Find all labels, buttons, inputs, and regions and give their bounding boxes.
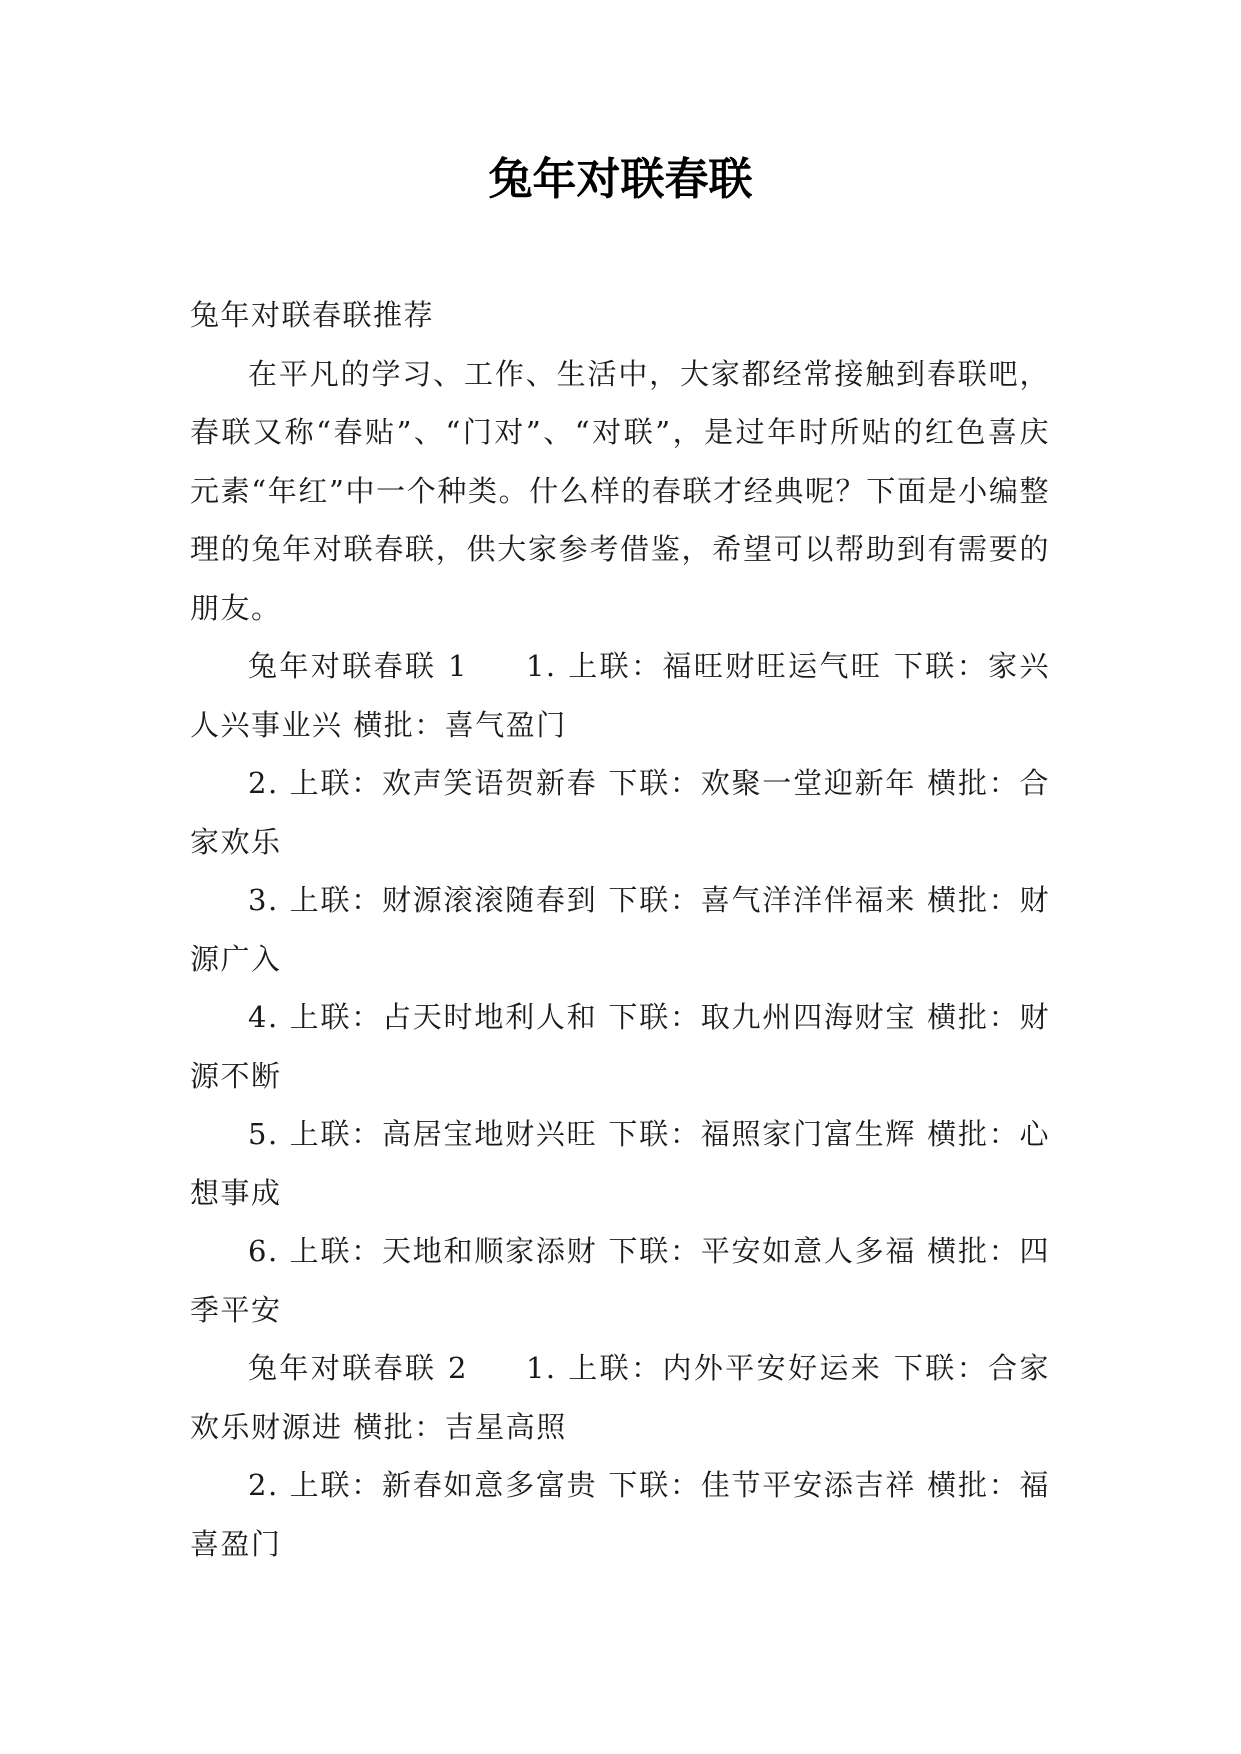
section-2-first-paragraph: [190, 1339, 1050, 1456]
couplet-item: 2. 上联：新春如意多富贵 下联：佳节平安添吉祥 横批：福喜盈门: [190, 1468, 1050, 1561]
couplet-item: 1. 上联：福旺财旺运气旺 下联：家兴人兴事业兴 横批：喜气盈门: [190, 649, 1051, 742]
couplet-item: 3. 上联：财源滚滚随春到 下联：喜气洋洋伴福来 横批：财源广入: [190, 883, 1050, 976]
couplet-item: 2. 上联：欢声笑语贺新春 下联：欢聚一堂迎新年 横批：合家欢乐: [190, 766, 1050, 859]
couplet-item: 5. 上联：高居宝地财兴旺 下联：福照家门富生辉 横批：心想事成: [190, 1117, 1050, 1210]
section-1-first-paragraph: [190, 637, 1050, 754]
document-title: 兔年对联春联: [488, 154, 753, 205]
couplet-item: 4. 上联：占天时地利人和 下联：取九州四海财宝 横批：财源不断: [190, 1000, 1050, 1093]
section-1-heading: 兔年对联春联 1: [248, 649, 468, 683]
document-body: [190, 286, 1050, 1573]
intro-paragraph: 在平凡的学习、工作、生活中，大家都经常接触到春联吧，春联又称“春贴”、“门对”、“对联”，是过年时所贴的红色喜庆元素“年红”中一个种类。什么样的春联才经典呢？下面是小编整理的兔年对联春联，供大家参考借鉴，希望可以帮助到有需要的朋友。: [190, 356, 1050, 625]
section-2-heading: 兔年对联春联 2: [248, 1351, 468, 1385]
couplet-item: 1. 上联：内外平安好运来 下联：合家欢乐财源进 横批：吉星高照: [190, 1351, 1051, 1444]
subtitle-paragraph: 兔年对联春联推荐: [190, 298, 435, 332]
couplet-item: 6. 上联：天地和顺家添财 下联：平安如意人多福 横批：四季平安: [190, 1234, 1050, 1327]
